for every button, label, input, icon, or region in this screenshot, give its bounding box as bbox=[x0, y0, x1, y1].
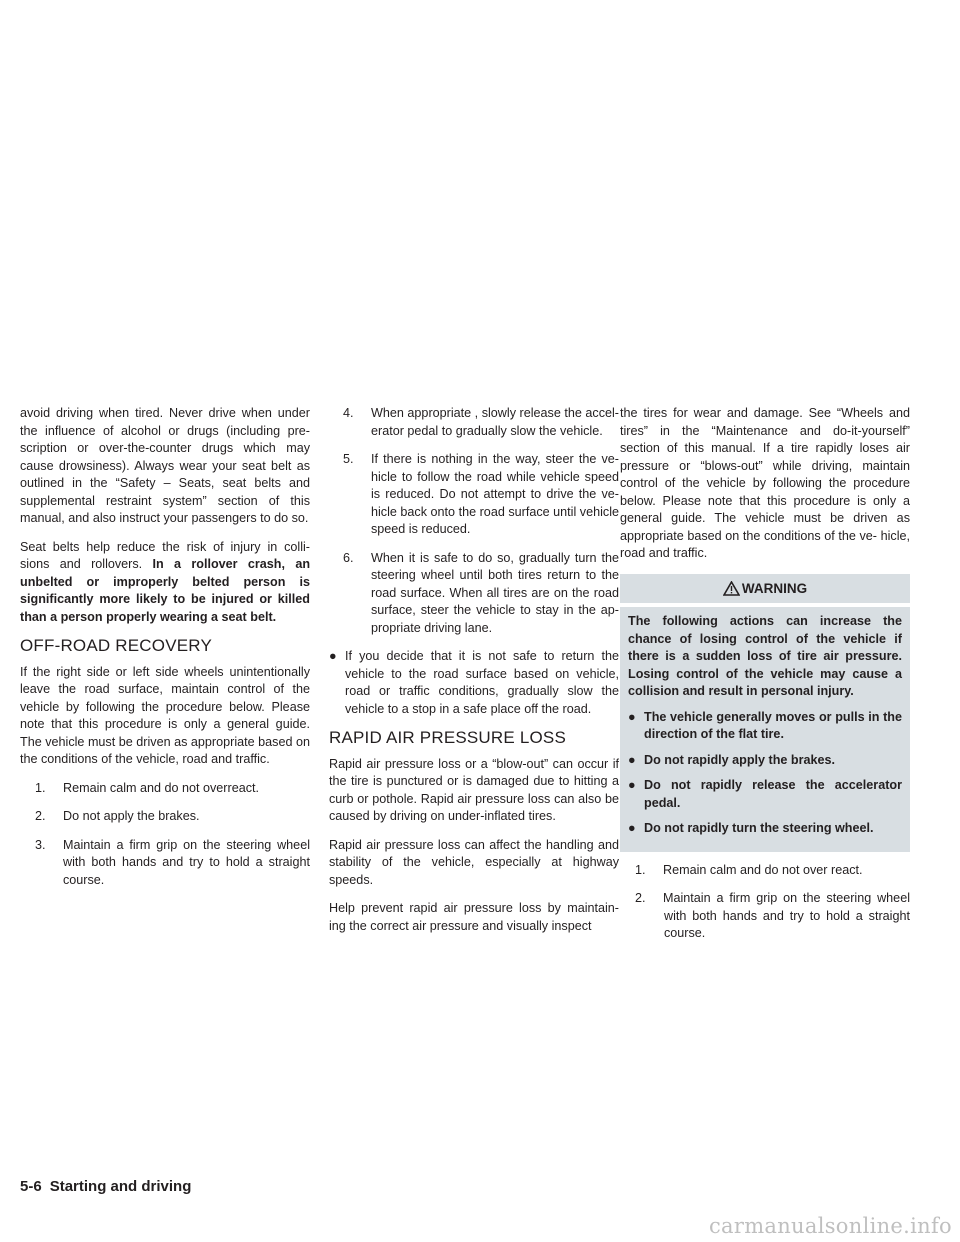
list-item bbox=[329, 550, 619, 638]
step-text: When it is safe to do so, gradually turn the steering wheel until both tires return to the road surface. When all tires are on the road surface, steer the vehicle to stay in the ap- propriate driving lane. bbox=[371, 550, 619, 635]
warning-bullet bbox=[628, 777, 902, 812]
step-number: 4. bbox=[343, 406, 354, 420]
paragraph: Help prevent rapid air pressure loss by maintain- ing the correct air pressure and visually inspect bbox=[329, 901, 619, 933]
bullet-icon: ● bbox=[329, 649, 337, 663]
warning-triangle-icon bbox=[723, 581, 740, 596]
warning-box bbox=[620, 574, 910, 852]
bullet-text: The vehicle generally moves or pulls in the direction of the flat tire. bbox=[644, 709, 902, 741]
paragraph bbox=[20, 539, 310, 627]
paragraph-text: Seat belts help reduce the risk of injury in colli- sions and rollovers. bbox=[20, 539, 310, 571]
paragraph: avoid driving when tired. Never drive when under the influence of alcohol or drugs (including pre- scription or over-the-counter drugs which may cause drowsiness). Always wear your seat belt as outlined in the “Safety – Seats, seat belts and supplemental restraint system” section of this manual, and also instruct your passengers to do so. bbox=[20, 406, 310, 525]
step-list bbox=[20, 780, 310, 890]
list-item bbox=[620, 890, 910, 943]
step-number: 5. bbox=[343, 452, 354, 466]
bullet-icon: ● bbox=[628, 752, 636, 767]
section-heading: RAPID AIR PRESSURE LOSS bbox=[329, 728, 567, 747]
column-1 bbox=[20, 405, 310, 900]
bullet-icon: ● bbox=[628, 709, 636, 724]
step-text: When appropriate , slowly release the accel- erator pedal to gradually slow the vehicle. bbox=[371, 406, 619, 438]
step-text: Do not apply the brakes. bbox=[63, 809, 200, 823]
bullet-text: If you decide that it is not safe to return the vehicle to the road surface based on vehicle, road or traffic conditions, gradually slow the vehicle to a stop in a safe place off the road. bbox=[345, 649, 619, 716]
warning-text: The following actions can increase the chance of losing control of the vehicle if there is a sudden loss of tire air pressure. Losing control of the vehicle may cause a collision and result in personal injury. bbox=[628, 614, 902, 698]
step-text: Maintain a firm grip on the steering wheel with both hands and try to hold a straight course. bbox=[663, 891, 910, 940]
paragraph: Rapid air pressure loss can affect the handling and stability of the vehicle, especially at highway speeds. bbox=[329, 837, 619, 887]
column-3 bbox=[620, 405, 910, 954]
watermark: carmanualsonline.info bbox=[708, 1214, 952, 1238]
paragraph-bold-text: In a rollover crash, an unbelted or improperly belted person is significantly more likely to be injured or killed than a person properly wearing a seat belt. bbox=[20, 557, 311, 624]
list-item bbox=[20, 780, 310, 798]
step-text: Remain calm and do not over react. bbox=[663, 862, 863, 877]
warning-title: WARNING bbox=[741, 580, 808, 596]
column-2 bbox=[329, 405, 619, 946]
step-text: Maintain a firm grip on the steering wheel with both hands and try to hold a straight course. bbox=[63, 837, 310, 887]
warning-bullet bbox=[628, 752, 902, 770]
warning-bullet bbox=[628, 709, 902, 744]
bullet-text: Do not rapidly apply the brakes. bbox=[644, 752, 836, 767]
step-number: 1. bbox=[635, 862, 646, 877]
list-item bbox=[20, 837, 310, 890]
warning-bullet bbox=[628, 820, 902, 838]
step-number: 1. bbox=[35, 780, 46, 795]
list-item bbox=[20, 808, 310, 826]
step-number: 6. bbox=[343, 550, 354, 565]
paragraph: the tires for wear and damage. See “Wheels and tires” in the “Maintenance and do-it-yourself” section of this manual. If a tire rapidly loses air pressure or “blows-out” while driving, maintain control of the vehicle by following the procedure below. Please note that this procedure is only a general guide. The vehicle must be driven as appropriate based on the conditions of the ve- hicle, road and traffic. bbox=[620, 406, 910, 560]
bullet-text: Do not rapidly turn the steering wheel. bbox=[644, 821, 874, 835]
page-footer bbox=[20, 1178, 191, 1195]
bullet-icon: ● bbox=[628, 821, 636, 835]
step-number: 2. bbox=[635, 891, 646, 905]
list-item bbox=[620, 862, 910, 880]
bullet-icon: ● bbox=[628, 778, 636, 792]
page-number: 5-6 bbox=[20, 1178, 42, 1195]
list-item bbox=[329, 405, 619, 440]
step-text: If there is nothing in the way, steer the ve- hicle to follow the road while vehicle speed is reduced. Do not attempt to drive the ve- hicle back onto the road surface until vehicle speed is reduced. bbox=[371, 452, 619, 536]
step-text: Remain calm and do not overreact. bbox=[63, 780, 260, 795]
step-list bbox=[620, 862, 910, 943]
list-item bbox=[329, 451, 619, 539]
paragraph: Rapid air pressure loss or a “blow-out” can occur if the tire is punctured or is damaged due to hitting a curb or pothole. Rapid air pressure loss can also be caused by driving on under-inflated tires. bbox=[329, 756, 619, 823]
section-heading: OFF-ROAD RECOVERY bbox=[20, 636, 212, 655]
bullet-item bbox=[329, 648, 619, 718]
step-number: 2. bbox=[35, 809, 46, 823]
warning-header bbox=[620, 574, 910, 608]
paragraph: If the right side or left side wheels unintentionally leave the road surface, maintain control of the vehicle by following the procedure below. Please note that this procedure is only a general guide. The vehicle must be driven as appropriate based on the conditions of the vehicle, road and traffic. bbox=[20, 664, 310, 766]
bullet-text: Do not rapidly release the accelerator pedal. bbox=[644, 778, 902, 810]
step-number: 3. bbox=[35, 837, 46, 852]
section-title: Starting and driving bbox=[49, 1178, 192, 1195]
step-list bbox=[329, 405, 619, 637]
